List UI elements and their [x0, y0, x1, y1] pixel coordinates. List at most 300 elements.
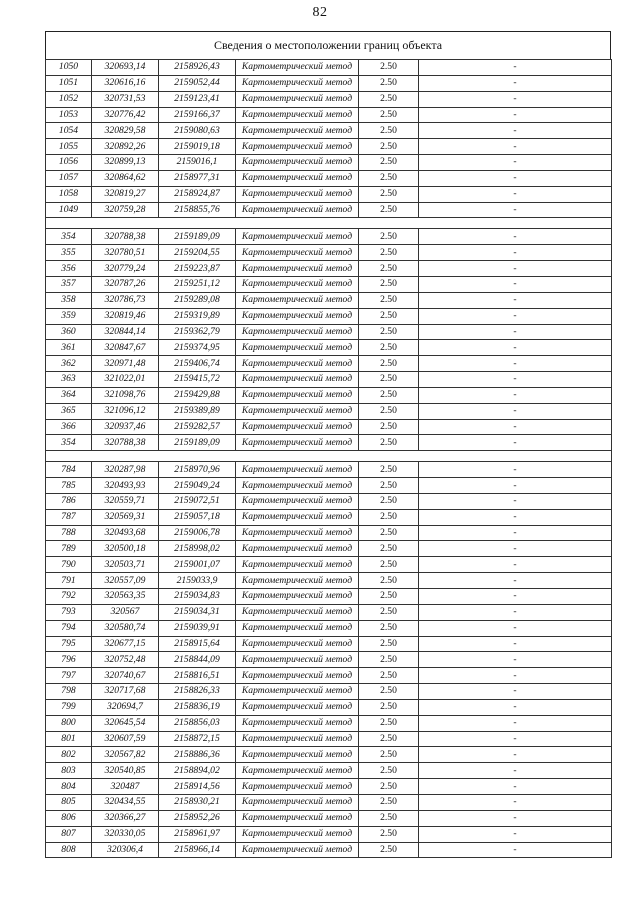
point-number-cell: 358	[46, 292, 92, 308]
method-cell: Картометрический метод	[236, 557, 359, 573]
precision-cell: 2.50	[359, 403, 419, 419]
point-number-cell: 1055	[46, 139, 92, 155]
note-cell: -	[419, 139, 612, 155]
precision-cell: 2.50	[359, 75, 419, 91]
point-number-cell: 789	[46, 541, 92, 557]
note-cell: -	[419, 810, 612, 826]
method-cell: Картометрический метод	[236, 75, 359, 91]
table-row	[46, 557, 612, 573]
y-coordinate-cell: 2159374,95	[159, 340, 236, 356]
x-coordinate-cell: 320788,38	[92, 229, 159, 245]
precision-cell: 2.50	[359, 387, 419, 403]
method-cell: Картометрический метод	[236, 842, 359, 858]
x-coordinate-cell: 320971,48	[92, 356, 159, 372]
method-cell: Картометрический метод	[236, 763, 359, 779]
method-cell: Картометрический метод	[236, 589, 359, 605]
table-row	[46, 139, 612, 155]
x-coordinate-cell: 321098,76	[92, 387, 159, 403]
x-coordinate-cell: 320616,16	[92, 75, 159, 91]
note-cell: -	[419, 620, 612, 636]
table-row	[46, 186, 612, 202]
precision-cell: 2.50	[359, 684, 419, 700]
x-coordinate-cell: 320759,28	[92, 202, 159, 218]
point-number-cell: 792	[46, 589, 92, 605]
y-coordinate-cell: 2159034,31	[159, 604, 236, 620]
point-number-cell: 806	[46, 810, 92, 826]
table-row	[46, 525, 612, 541]
method-cell: Картометрический метод	[236, 573, 359, 589]
point-number-cell: 800	[46, 715, 92, 731]
note-cell: -	[419, 123, 612, 139]
x-coordinate-cell: 320779,24	[92, 261, 159, 277]
method-cell: Картометрический метод	[236, 826, 359, 842]
note-cell: -	[419, 308, 612, 324]
y-coordinate-cell: 2159319,89	[159, 308, 236, 324]
table-row	[46, 810, 612, 826]
x-coordinate-cell: 320540,85	[92, 763, 159, 779]
method-cell: Картометрический метод	[236, 699, 359, 715]
point-number-cell: 1056	[46, 155, 92, 171]
table-row	[46, 715, 612, 731]
method-cell: Картометрический метод	[236, 604, 359, 620]
point-number-cell: 1051	[46, 75, 92, 91]
table-row	[46, 478, 612, 494]
note-cell: -	[419, 573, 612, 589]
x-coordinate-cell: 320493,68	[92, 525, 159, 541]
precision-cell: 2.50	[359, 229, 419, 245]
y-coordinate-cell: 2159052,44	[159, 75, 236, 91]
method-cell: Картометрический метод	[236, 324, 359, 340]
note-cell: -	[419, 794, 612, 810]
method-cell: Картометрический метод	[236, 462, 359, 478]
y-coordinate-cell: 2159019,18	[159, 139, 236, 155]
precision-cell: 2.50	[359, 668, 419, 684]
precision-cell: 2.50	[359, 715, 419, 731]
precision-cell: 2.50	[359, 186, 419, 202]
y-coordinate-cell: 2159123,41	[159, 91, 236, 107]
method-cell: Картометрический метод	[236, 684, 359, 700]
precision-cell: 2.50	[359, 170, 419, 186]
precision-cell: 2.50	[359, 589, 419, 605]
precision-cell: 2.50	[359, 292, 419, 308]
point-number-cell: 803	[46, 763, 92, 779]
x-coordinate-cell: 320717,68	[92, 684, 159, 700]
method-cell: Картометрический метод	[236, 478, 359, 494]
table-row	[46, 684, 612, 700]
note-cell: -	[419, 636, 612, 652]
y-coordinate-cell: 2159034,83	[159, 589, 236, 605]
y-coordinate-cell: 2159016,1	[159, 155, 236, 171]
y-coordinate-cell: 2159223,87	[159, 261, 236, 277]
precision-cell: 2.50	[359, 573, 419, 589]
method-cell: Картометрический метод	[236, 731, 359, 747]
x-coordinate-cell: 320487	[92, 779, 159, 795]
table-row	[46, 652, 612, 668]
precision-cell: 2.50	[359, 324, 419, 340]
note-cell: -	[419, 202, 612, 218]
note-cell: -	[419, 75, 612, 91]
precision-cell: 2.50	[359, 541, 419, 557]
page-number: 82	[312, 5, 328, 20]
precision-cell: 2.50	[359, 557, 419, 573]
note-cell: -	[419, 107, 612, 123]
table-row	[46, 91, 612, 107]
x-coordinate-cell: 320306,4	[92, 842, 159, 858]
method-cell: Картометрический метод	[236, 636, 359, 652]
point-number-cell: 356	[46, 261, 92, 277]
table-row	[46, 292, 612, 308]
y-coordinate-cell: 2158872,15	[159, 731, 236, 747]
table-row	[46, 794, 612, 810]
y-coordinate-cell: 2159033,9	[159, 573, 236, 589]
precision-cell: 2.50	[359, 308, 419, 324]
note-cell: -	[419, 842, 612, 858]
y-coordinate-cell: 2158856,03	[159, 715, 236, 731]
y-coordinate-cell: 2159204,55	[159, 245, 236, 261]
point-number-cell: 363	[46, 372, 92, 388]
note-cell: -	[419, 493, 612, 509]
precision-cell: 2.50	[359, 620, 419, 636]
x-coordinate-cell: 320786,73	[92, 292, 159, 308]
precision-cell: 2.50	[359, 604, 419, 620]
precision-cell: 2.50	[359, 636, 419, 652]
table-row	[46, 324, 612, 340]
y-coordinate-cell: 2158926,43	[159, 60, 236, 76]
point-number-cell: 793	[46, 604, 92, 620]
note-cell: -	[419, 525, 612, 541]
table-row	[46, 308, 612, 324]
point-number-cell: 1049	[46, 202, 92, 218]
note-cell: -	[419, 245, 612, 261]
point-number-cell: 797	[46, 668, 92, 684]
note-cell: -	[419, 779, 612, 795]
y-coordinate-cell: 2159057,18	[159, 509, 236, 525]
table-row	[46, 604, 612, 620]
method-cell: Картометрический метод	[236, 810, 359, 826]
method-cell: Картометрический метод	[236, 186, 359, 202]
y-coordinate-cell: 2158924,87	[159, 186, 236, 202]
y-coordinate-cell: 2158970,96	[159, 462, 236, 478]
point-number-cell: 364	[46, 387, 92, 403]
x-coordinate-cell: 320864,62	[92, 170, 159, 186]
y-coordinate-cell: 2158844,09	[159, 652, 236, 668]
y-coordinate-cell: 2158961,97	[159, 826, 236, 842]
method-cell: Картометрический метод	[236, 60, 359, 76]
precision-cell: 2.50	[359, 525, 419, 541]
y-coordinate-cell: 2159389,89	[159, 403, 236, 419]
point-number-cell: 784	[46, 462, 92, 478]
y-coordinate-cell: 2158816,51	[159, 668, 236, 684]
group-separator	[46, 451, 612, 462]
x-coordinate-cell: 320937,46	[92, 419, 159, 435]
table-title: Сведения о местоположении границ объекта	[45, 31, 611, 59]
note-cell: -	[419, 261, 612, 277]
separator-cell	[46, 218, 612, 229]
table-body	[46, 60, 612, 858]
point-number-cell: 787	[46, 509, 92, 525]
precision-cell: 2.50	[359, 826, 419, 842]
precision-cell: 2.50	[359, 245, 419, 261]
method-cell: Картометрический метод	[236, 308, 359, 324]
precision-cell: 2.50	[359, 107, 419, 123]
method-cell: Картометрический метод	[236, 155, 359, 171]
y-coordinate-cell: 2159049,24	[159, 478, 236, 494]
point-number-cell: 795	[46, 636, 92, 652]
x-coordinate-cell: 321096,12	[92, 403, 159, 419]
x-coordinate-cell: 320580,74	[92, 620, 159, 636]
table-row	[46, 763, 612, 779]
y-coordinate-cell: 2158826,33	[159, 684, 236, 700]
x-coordinate-cell: 320819,27	[92, 186, 159, 202]
table-row	[46, 387, 612, 403]
method-cell: Картометрический метод	[236, 340, 359, 356]
table-row	[46, 731, 612, 747]
method-cell: Картометрический метод	[236, 372, 359, 388]
note-cell: -	[419, 356, 612, 372]
precision-cell: 2.50	[359, 763, 419, 779]
note-cell: -	[419, 292, 612, 308]
y-coordinate-cell: 2158915,64	[159, 636, 236, 652]
note-cell: -	[419, 589, 612, 605]
table-row	[46, 372, 612, 388]
x-coordinate-cell: 320567	[92, 604, 159, 620]
precision-cell: 2.50	[359, 493, 419, 509]
note-cell: -	[419, 557, 612, 573]
point-number-cell: 1050	[46, 60, 92, 76]
table-row	[46, 826, 612, 842]
precision-cell: 2.50	[359, 731, 419, 747]
method-cell: Картометрический метод	[236, 652, 359, 668]
method-cell: Картометрический метод	[236, 387, 359, 403]
point-number-cell: 801	[46, 731, 92, 747]
point-number-cell: 365	[46, 403, 92, 419]
precision-cell: 2.50	[359, 123, 419, 139]
x-coordinate-cell: 320366,27	[92, 810, 159, 826]
table-row	[46, 356, 612, 372]
separator-cell	[46, 451, 612, 462]
x-coordinate-cell: 320694,7	[92, 699, 159, 715]
x-coordinate-cell: 320740,67	[92, 668, 159, 684]
note-cell: -	[419, 60, 612, 76]
x-coordinate-cell: 320693,14	[92, 60, 159, 76]
method-cell: Картометрический метод	[236, 509, 359, 525]
point-number-cell: 786	[46, 493, 92, 509]
precision-cell: 2.50	[359, 91, 419, 107]
table-row	[46, 620, 612, 636]
point-number-cell: 791	[46, 573, 92, 589]
point-number-cell: 785	[46, 478, 92, 494]
note-cell: -	[419, 509, 612, 525]
y-coordinate-cell: 2159006,78	[159, 525, 236, 541]
y-coordinate-cell: 2158894,02	[159, 763, 236, 779]
y-coordinate-cell: 2158914,56	[159, 779, 236, 795]
note-cell: -	[419, 652, 612, 668]
table-row	[46, 493, 612, 509]
precision-cell: 2.50	[359, 509, 419, 525]
method-cell: Картометрический метод	[236, 541, 359, 557]
x-coordinate-cell: 320899,13	[92, 155, 159, 171]
y-coordinate-cell: 2158930,21	[159, 794, 236, 810]
y-coordinate-cell: 2159189,09	[159, 435, 236, 451]
table-row	[46, 419, 612, 435]
table-row	[46, 509, 612, 525]
precision-cell: 2.50	[359, 139, 419, 155]
x-coordinate-cell: 320607,59	[92, 731, 159, 747]
table-row	[46, 60, 612, 76]
precision-cell: 2.50	[359, 699, 419, 715]
x-coordinate-cell: 320434,55	[92, 794, 159, 810]
note-cell: -	[419, 684, 612, 700]
method-cell: Картометрический метод	[236, 747, 359, 763]
point-number-cell: 796	[46, 652, 92, 668]
table-row	[46, 75, 612, 91]
note-cell: -	[419, 478, 612, 494]
table-row	[46, 276, 612, 292]
x-coordinate-cell: 320819,46	[92, 308, 159, 324]
point-number-cell: 359	[46, 308, 92, 324]
precision-cell: 2.50	[359, 794, 419, 810]
x-coordinate-cell: 320776,42	[92, 107, 159, 123]
x-coordinate-cell: 320677,15	[92, 636, 159, 652]
note-cell: -	[419, 186, 612, 202]
point-number-cell: 1052	[46, 91, 92, 107]
table-row	[46, 842, 612, 858]
precision-cell: 2.50	[359, 842, 419, 858]
y-coordinate-cell: 2159429,88	[159, 387, 236, 403]
method-cell: Картометрический метод	[236, 668, 359, 684]
method-cell: Картометрический метод	[236, 493, 359, 509]
table-row	[46, 668, 612, 684]
note-cell: -	[419, 276, 612, 292]
method-cell: Картометрический метод	[236, 202, 359, 218]
method-cell: Картометрический метод	[236, 91, 359, 107]
x-coordinate-cell: 320559,71	[92, 493, 159, 509]
note-cell: -	[419, 372, 612, 388]
x-coordinate-cell: 320892,26	[92, 139, 159, 155]
method-cell: Картометрический метод	[236, 261, 359, 277]
table-row	[46, 589, 612, 605]
method-cell: Картометрический метод	[236, 107, 359, 123]
x-coordinate-cell: 320500,18	[92, 541, 159, 557]
note-cell: -	[419, 541, 612, 557]
method-cell: Картометрический метод	[236, 403, 359, 419]
x-coordinate-cell: 320287,98	[92, 462, 159, 478]
point-number-cell: 808	[46, 842, 92, 858]
method-cell: Картометрический метод	[236, 779, 359, 795]
note-cell: -	[419, 731, 612, 747]
table-row	[46, 573, 612, 589]
x-coordinate-cell: 320780,51	[92, 245, 159, 261]
point-number-cell: 355	[46, 245, 92, 261]
y-coordinate-cell: 2159080,63	[159, 123, 236, 139]
method-cell: Картометрический метод	[236, 419, 359, 435]
point-number-cell: 357	[46, 276, 92, 292]
boundary-table	[45, 31, 611, 858]
method-cell: Картометрический метод	[236, 794, 359, 810]
note-cell: -	[419, 419, 612, 435]
point-number-cell: 360	[46, 324, 92, 340]
note-cell: -	[419, 747, 612, 763]
point-number-cell: 354	[46, 435, 92, 451]
precision-cell: 2.50	[359, 356, 419, 372]
coordinates-table	[45, 59, 612, 858]
method-cell: Картометрический метод	[236, 229, 359, 245]
y-coordinate-cell: 2159251,12	[159, 276, 236, 292]
point-number-cell: 798	[46, 684, 92, 700]
note-cell: -	[419, 229, 612, 245]
y-coordinate-cell: 2158886,36	[159, 747, 236, 763]
x-coordinate-cell: 320847,67	[92, 340, 159, 356]
point-number-cell: 1058	[46, 186, 92, 202]
table-row	[46, 155, 612, 171]
x-coordinate-cell: 320563,35	[92, 589, 159, 605]
y-coordinate-cell: 2159415,72	[159, 372, 236, 388]
precision-cell: 2.50	[359, 435, 419, 451]
precision-cell: 2.50	[359, 202, 419, 218]
table-row	[46, 699, 612, 715]
table-row	[46, 462, 612, 478]
x-coordinate-cell: 320557,09	[92, 573, 159, 589]
note-cell: -	[419, 763, 612, 779]
y-coordinate-cell: 2158966,14	[159, 842, 236, 858]
y-coordinate-cell: 2158855,76	[159, 202, 236, 218]
method-cell: Картометрический метод	[236, 715, 359, 731]
precision-cell: 2.50	[359, 478, 419, 494]
x-coordinate-cell: 320829,58	[92, 123, 159, 139]
note-cell: -	[419, 699, 612, 715]
y-coordinate-cell: 2159039,91	[159, 620, 236, 636]
precision-cell: 2.50	[359, 652, 419, 668]
table-row	[46, 636, 612, 652]
table-row	[46, 403, 612, 419]
method-cell: Картометрический метод	[236, 292, 359, 308]
precision-cell: 2.50	[359, 462, 419, 478]
point-number-cell: 366	[46, 419, 92, 435]
y-coordinate-cell: 2159362,79	[159, 324, 236, 340]
table-row	[46, 202, 612, 218]
point-number-cell: 788	[46, 525, 92, 541]
point-number-cell: 790	[46, 557, 92, 573]
point-number-cell: 804	[46, 779, 92, 795]
y-coordinate-cell: 2159189,09	[159, 229, 236, 245]
y-coordinate-cell: 2158977,31	[159, 170, 236, 186]
table-row	[46, 779, 612, 795]
x-coordinate-cell: 320752,48	[92, 652, 159, 668]
note-cell: -	[419, 91, 612, 107]
method-cell: Картометрический метод	[236, 123, 359, 139]
y-coordinate-cell: 2158836,19	[159, 699, 236, 715]
y-coordinate-cell: 2159289,08	[159, 292, 236, 308]
x-coordinate-cell: 320731,53	[92, 91, 159, 107]
table-row	[46, 340, 612, 356]
point-number-cell: 1054	[46, 123, 92, 139]
point-number-cell: 799	[46, 699, 92, 715]
y-coordinate-cell: 2159166,37	[159, 107, 236, 123]
precision-cell: 2.50	[359, 261, 419, 277]
note-cell: -	[419, 668, 612, 684]
x-coordinate-cell: 320787,26	[92, 276, 159, 292]
method-cell: Картометрический метод	[236, 276, 359, 292]
precision-cell: 2.50	[359, 276, 419, 292]
y-coordinate-cell: 2159282,57	[159, 419, 236, 435]
method-cell: Картометрический метод	[236, 525, 359, 541]
note-cell: -	[419, 387, 612, 403]
note-cell: -	[419, 462, 612, 478]
point-number-cell: 807	[46, 826, 92, 842]
precision-cell: 2.50	[359, 340, 419, 356]
point-number-cell: 1057	[46, 170, 92, 186]
note-cell: -	[419, 604, 612, 620]
